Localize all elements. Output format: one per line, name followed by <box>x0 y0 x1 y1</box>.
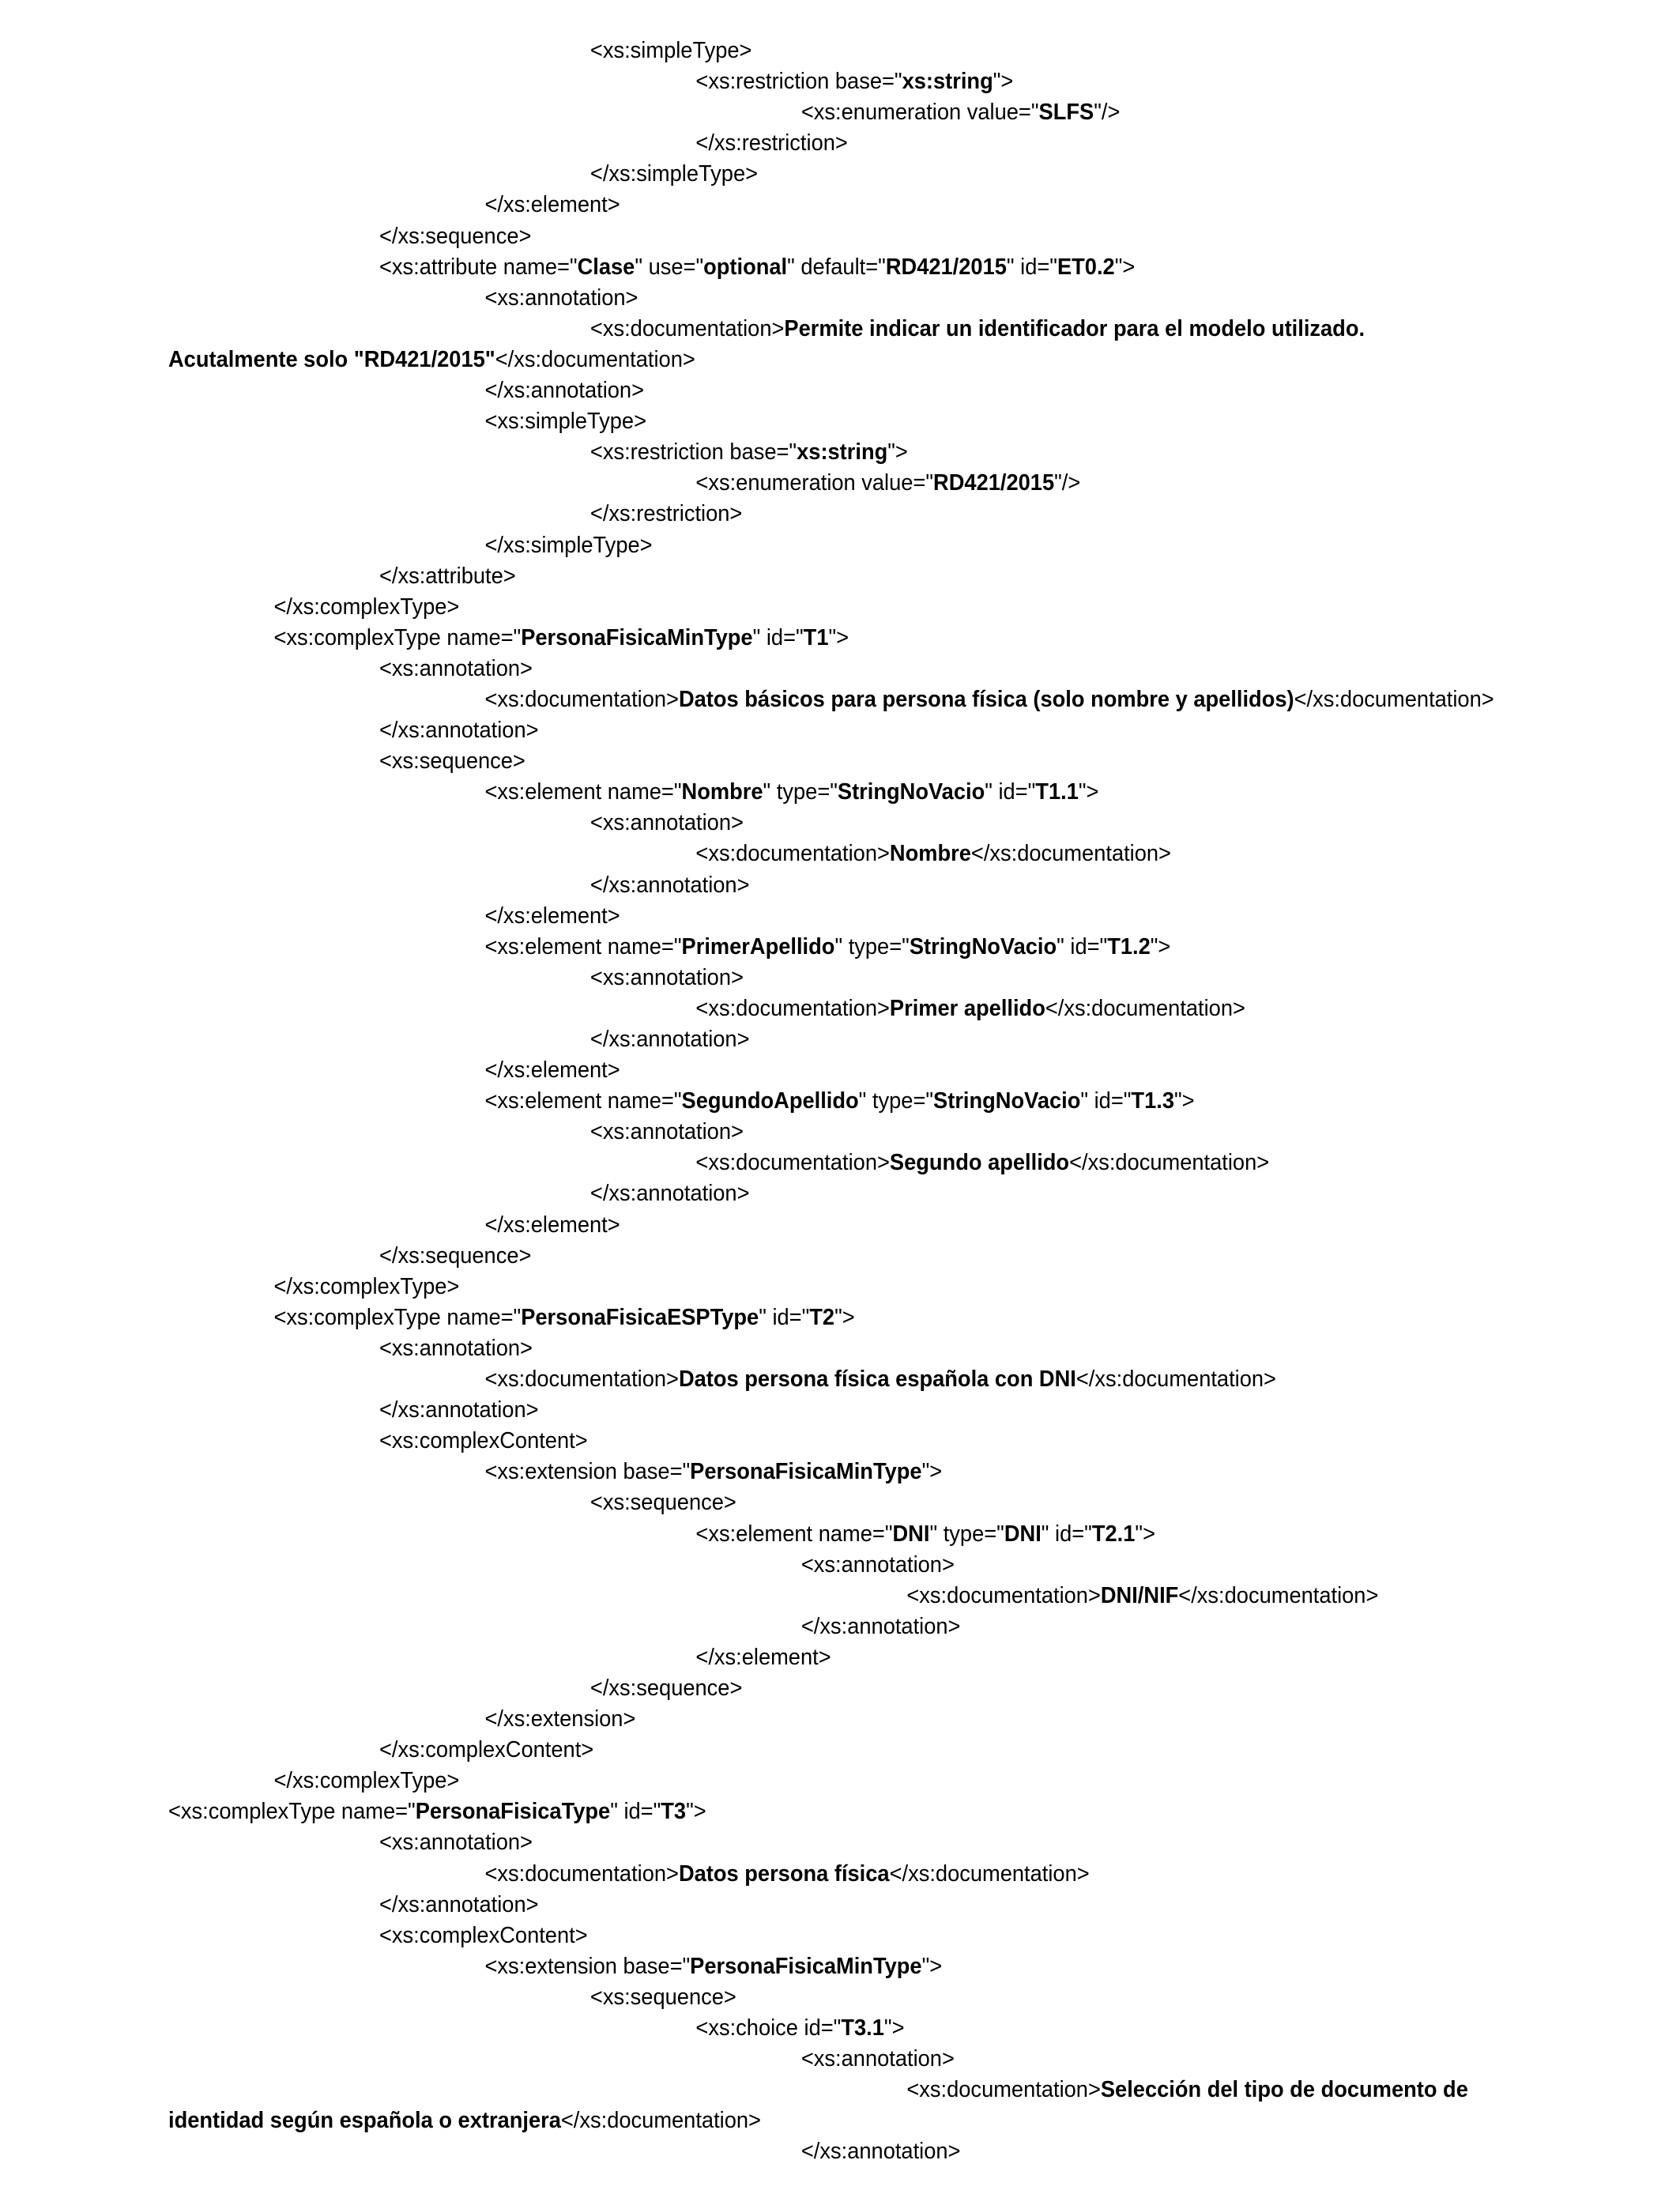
code-markup: <xs:element name=" <box>484 933 682 959</box>
code-markup: </xs:sequence> <box>379 223 532 249</box>
code-line <box>168 901 1505 932</box>
code-markup: </xs:annotation> <box>590 1181 750 1207</box>
code-line <box>168 839 1505 869</box>
code-line <box>168 1519 1505 1550</box>
code-markup: <xs:documentation> <box>590 315 785 341</box>
code-value-bold: PersonaFisicaMinType <box>521 624 753 650</box>
code-value-bold: Nombre <box>681 779 763 805</box>
code-value-bold: xs:string <box>797 439 888 466</box>
code-markup: <xs:enumeration value=" <box>695 470 934 496</box>
code-markup: <xs:documentation> <box>906 1582 1101 1608</box>
code-markup: </xs:simpleType> <box>484 532 653 558</box>
code-line <box>168 777 1505 808</box>
code-markup: <xs:sequence> <box>379 748 525 775</box>
code-line <box>168 468 1505 499</box>
code-markup: <xs:documentation> <box>906 2077 1101 2103</box>
code-line <box>168 1426 1505 1457</box>
code-value-bold: Permite indicar un identificador para el modelo utilizado. <box>784 315 1365 341</box>
code-markup: </xs:element> <box>484 192 620 218</box>
code-value-bold: SLFS <box>1038 100 1094 126</box>
code-line <box>168 2105 1505 2136</box>
code-markup: <xs:annotation> <box>379 655 533 681</box>
code-line <box>168 221 1505 252</box>
code-markup: "> <box>1173 1088 1195 1114</box>
code-markup: <xs:documentation> <box>484 1367 679 1393</box>
code-markup: "> <box>1135 1521 1156 1547</box>
code-line <box>168 499 1505 530</box>
code-line <box>168 808 1505 839</box>
code-value-bold: T2 <box>809 1304 835 1330</box>
code-line <box>168 314 1505 345</box>
code-value-bold: DNI <box>892 1521 930 1547</box>
code-line <box>168 1550 1505 1581</box>
code-line <box>168 1673 1505 1704</box>
code-markup: <xs:annotation> <box>379 1830 533 1856</box>
code-line <box>168 684 1505 715</box>
code-markup: " id=" <box>752 624 804 650</box>
code-markup: <xs:sequence> <box>590 1490 736 1516</box>
code-markup: <xs:documentation> <box>484 1860 679 1887</box>
code-markup: <xs:documentation> <box>695 1150 890 1176</box>
code-value-bold: Datos persona física española con DNI <box>678 1367 1076 1393</box>
code-line <box>168 1735 1505 1766</box>
code-value-bold: StringNoVacio <box>933 1088 1081 1114</box>
code-markup: </xs:extension> <box>484 1706 636 1732</box>
code-value-bold: T3 <box>661 1799 687 1825</box>
code-line <box>168 1642 1505 1673</box>
code-markup: <xs:complexType name=" <box>273 624 522 650</box>
code-line <box>168 252 1505 283</box>
code-line <box>168 1210 1505 1241</box>
code-value-bold: Datos básicos para persona física (solo nombre y apellidos) <box>678 686 1294 712</box>
code-markup: </xs:annotation> <box>590 872 750 898</box>
code-markup: </xs:annotation> <box>800 1613 961 1639</box>
code-markup: "/> <box>1094 100 1121 126</box>
code-value-bold: T1.1 <box>1035 779 1079 805</box>
code-line <box>168 1364 1505 1395</box>
code-markup: </xs:documentation> <box>1075 1367 1276 1393</box>
code-value-bold: PersonaFisicaMinType <box>690 1953 922 1979</box>
code-markup: </xs:documentation> <box>495 346 695 372</box>
code-markup: "> <box>993 69 1014 95</box>
code-markup: "/> <box>1054 470 1081 496</box>
code-markup: " id=" <box>1006 254 1057 280</box>
code-line <box>168 932 1505 963</box>
code-value-bold: RD421/2015 <box>933 470 1055 496</box>
code-line <box>168 592 1505 623</box>
code-line <box>168 1612 1505 1642</box>
code-value-bold: Selección del tipo de documento de <box>1100 2077 1468 2103</box>
code-line <box>168 2075 1505 2105</box>
code-value-bold: Primer apellido <box>889 995 1045 1021</box>
code-markup: "> <box>921 1953 943 1979</box>
code-line <box>168 1178 1505 1209</box>
code-markup: </xs:complexType> <box>273 1273 460 1299</box>
code-line <box>168 1302 1505 1333</box>
code-line <box>168 1890 1505 1921</box>
code-line <box>168 1272 1505 1302</box>
code-line <box>168 1148 1505 1178</box>
code-markup: </xs:annotation> <box>590 1027 750 1052</box>
code-markup: <xs:complexType name=" <box>273 1304 522 1330</box>
xsd-code-listing <box>168 36 1505 2167</box>
code-line <box>168 2136 1505 2167</box>
code-line <box>168 1457 1505 1487</box>
code-line <box>168 654 1505 684</box>
code-markup: </xs:annotation> <box>379 1891 539 1917</box>
code-line <box>168 1704 1505 1735</box>
code-value-bold: ET0.2 <box>1057 254 1115 280</box>
code-markup: <xs:simpleType> <box>484 409 646 435</box>
code-line <box>168 1395 1505 1426</box>
code-markup: <xs:annotation> <box>590 810 744 836</box>
code-markup: <xs:enumeration value=" <box>800 100 1039 126</box>
code-markup: <xs:annotation> <box>379 1335 533 1361</box>
code-line <box>168 715 1505 746</box>
code-line <box>168 1921 1505 1951</box>
code-markup: " id=" <box>1080 1088 1132 1114</box>
code-line <box>168 2013 1505 2044</box>
code-value-bold: optional <box>703 254 788 280</box>
code-markup: <xs:annotation> <box>590 1119 744 1145</box>
code-markup: </xs:element> <box>484 903 620 929</box>
code-line <box>168 1241 1505 1272</box>
code-markup: "> <box>834 1304 855 1330</box>
code-value-bold: Acutalmente solo "RD421/2015" <box>168 346 495 372</box>
code-line <box>168 561 1505 592</box>
code-line <box>168 1951 1505 1982</box>
code-line <box>168 1333 1505 1364</box>
code-value-bold: T1 <box>803 624 829 650</box>
code-value-bold: StringNoVacio <box>837 779 985 805</box>
code-line <box>168 97 1505 128</box>
code-markup: </xs:annotation> <box>484 378 645 404</box>
code-markup: </xs:element> <box>484 1212 620 1238</box>
code-line <box>168 437 1505 468</box>
code-markup: </xs:annotation> <box>379 718 539 744</box>
code-line <box>168 993 1505 1024</box>
code-value-bold: PersonaFisicaType <box>415 1799 611 1825</box>
code-markup: "> <box>887 439 908 466</box>
code-markup: " type=" <box>858 1088 934 1114</box>
code-markup: <xs:attribute name=" <box>379 254 578 280</box>
code-line <box>168 1055 1505 1086</box>
code-markup: " type=" <box>929 1521 1004 1547</box>
code-line <box>168 66 1505 97</box>
code-line <box>168 1796 1505 1827</box>
code-markup: </xs:restriction> <box>695 130 848 156</box>
code-markup: " use=" <box>635 254 704 280</box>
code-markup: </xs:attribute> <box>379 563 516 589</box>
code-value-bold: DNI/NIF <box>1100 1582 1179 1608</box>
code-value-bold: Segundo apellido <box>889 1150 1070 1176</box>
code-line <box>168 406 1505 437</box>
code-markup: " id=" <box>759 1304 810 1330</box>
code-markup: </xs:simpleType> <box>590 161 759 187</box>
code-markup: </xs:documentation> <box>1294 686 1494 712</box>
code-line <box>168 1581 1505 1612</box>
code-markup: <xs:choice id=" <box>695 2015 842 2041</box>
code-line <box>168 190 1505 221</box>
code-markup: </xs:element> <box>484 1057 620 1084</box>
code-markup: </xs:sequence> <box>590 1675 743 1701</box>
code-value-bold: PersonaFisicaESPType <box>521 1304 759 1330</box>
code-value-bold: PersonaFisicaMinType <box>690 1459 922 1485</box>
code-line <box>168 283 1505 314</box>
code-value-bold: T2.1 <box>1091 1521 1136 1547</box>
code-line <box>168 1827 1505 1858</box>
code-markup: <xs:annotation> <box>800 2046 955 2072</box>
code-line <box>168 1487 1505 1518</box>
code-markup: <xs:simpleType> <box>590 38 752 63</box>
code-markup: <xs:documentation> <box>695 995 890 1021</box>
code-markup: <xs:complexContent> <box>379 1922 588 1948</box>
code-value-bold: Nombre <box>889 841 971 867</box>
code-markup: </xs:restriction> <box>590 501 743 527</box>
code-markup: "> <box>883 2015 905 2041</box>
code-line <box>168 530 1505 561</box>
code-markup: </xs:annotation> <box>379 1397 539 1423</box>
code-markup: </xs:complexContent> <box>379 1737 594 1763</box>
code-markup: </xs:documentation> <box>560 2108 761 2134</box>
code-markup: <xs:annotation> <box>484 285 638 311</box>
code-line <box>168 1982 1505 2013</box>
code-markup: </xs:annotation> <box>800 2139 961 2165</box>
code-value-bold: T3.1 <box>841 2015 884 2041</box>
code-line <box>168 345 1505 375</box>
code-markup: <xs:documentation> <box>695 841 890 867</box>
code-markup: "> <box>828 624 849 650</box>
code-line <box>168 870 1505 901</box>
code-markup: "> <box>686 1799 706 1825</box>
code-markup: </xs:sequence> <box>379 1242 532 1269</box>
code-line <box>168 159 1505 190</box>
code-line <box>168 36 1505 66</box>
code-markup: <xs:element name=" <box>484 779 682 805</box>
code-markup: <xs:element name=" <box>695 1521 893 1547</box>
code-markup: " type=" <box>834 933 910 959</box>
code-markup: <xs:extension base=" <box>484 1459 691 1485</box>
code-markup: " id=" <box>985 779 1036 805</box>
code-value-bold: Datos persona física <box>678 1860 890 1887</box>
code-markup: <xs:documentation> <box>484 686 679 712</box>
code-value-bold: SegundoApellido <box>681 1088 859 1114</box>
code-markup: " default=" <box>787 254 886 280</box>
code-value-bold: PrimerApellido <box>681 933 835 959</box>
code-value-bold: DNI <box>1004 1521 1042 1547</box>
code-line <box>168 2044 1505 2075</box>
code-markup: <xs:annotation> <box>800 1551 955 1578</box>
code-line <box>168 746 1505 777</box>
code-line <box>168 128 1505 159</box>
code-markup: <xs:extension base=" <box>484 1953 691 1979</box>
code-markup: </xs:documentation> <box>1069 1150 1270 1176</box>
code-line <box>168 1766 1505 1796</box>
code-value-bold: T1.3 <box>1131 1088 1174 1114</box>
code-markup: "> <box>921 1459 943 1485</box>
code-value-bold: identidad según española o extranjera <box>168 2108 561 2134</box>
code-markup: "> <box>1114 254 1136 280</box>
code-line <box>168 1024 1505 1055</box>
code-markup: "> <box>1078 779 1099 805</box>
code-markup: </xs:complexType> <box>273 1768 460 1794</box>
code-markup: "> <box>1150 933 1171 959</box>
code-value-bold: RD421/2015 <box>885 254 1007 280</box>
code-markup: " type=" <box>763 779 838 805</box>
code-markup: <xs:element name=" <box>484 1088 682 1114</box>
code-markup: " id=" <box>610 1799 661 1825</box>
code-value-bold: StringNoVacio <box>909 933 1057 959</box>
code-line <box>168 375 1505 406</box>
code-line <box>168 963 1505 993</box>
code-line <box>168 1117 1505 1148</box>
code-markup: </xs:documentation> <box>970 841 1171 867</box>
code-markup: </xs:complexType> <box>273 594 460 620</box>
code-markup: <xs:annotation> <box>590 964 744 990</box>
code-line <box>168 623 1505 654</box>
code-markup: </xs:documentation> <box>1045 995 1245 1021</box>
code-markup: <xs:complexContent> <box>379 1428 588 1454</box>
code-line <box>168 1086 1505 1117</box>
code-markup: </xs:documentation> <box>1178 1582 1379 1608</box>
code-value-bold: xs:string <box>902 69 993 95</box>
code-value-bold: T1.2 <box>1107 933 1151 959</box>
code-markup: </xs:documentation> <box>889 1860 1090 1887</box>
code-markup: <xs:restriction base=" <box>695 69 902 95</box>
code-markup: " id=" <box>1041 1521 1092 1547</box>
code-markup: " id=" <box>1057 933 1108 959</box>
code-line <box>168 1859 1505 1890</box>
code-markup: <xs:restriction base=" <box>590 439 797 466</box>
code-value-bold: Clase <box>577 254 635 280</box>
code-markup: </xs:element> <box>695 1644 831 1670</box>
code-markup: <xs:sequence> <box>590 1984 736 2010</box>
code-markup: <xs:complexType name=" <box>168 1799 416 1825</box>
